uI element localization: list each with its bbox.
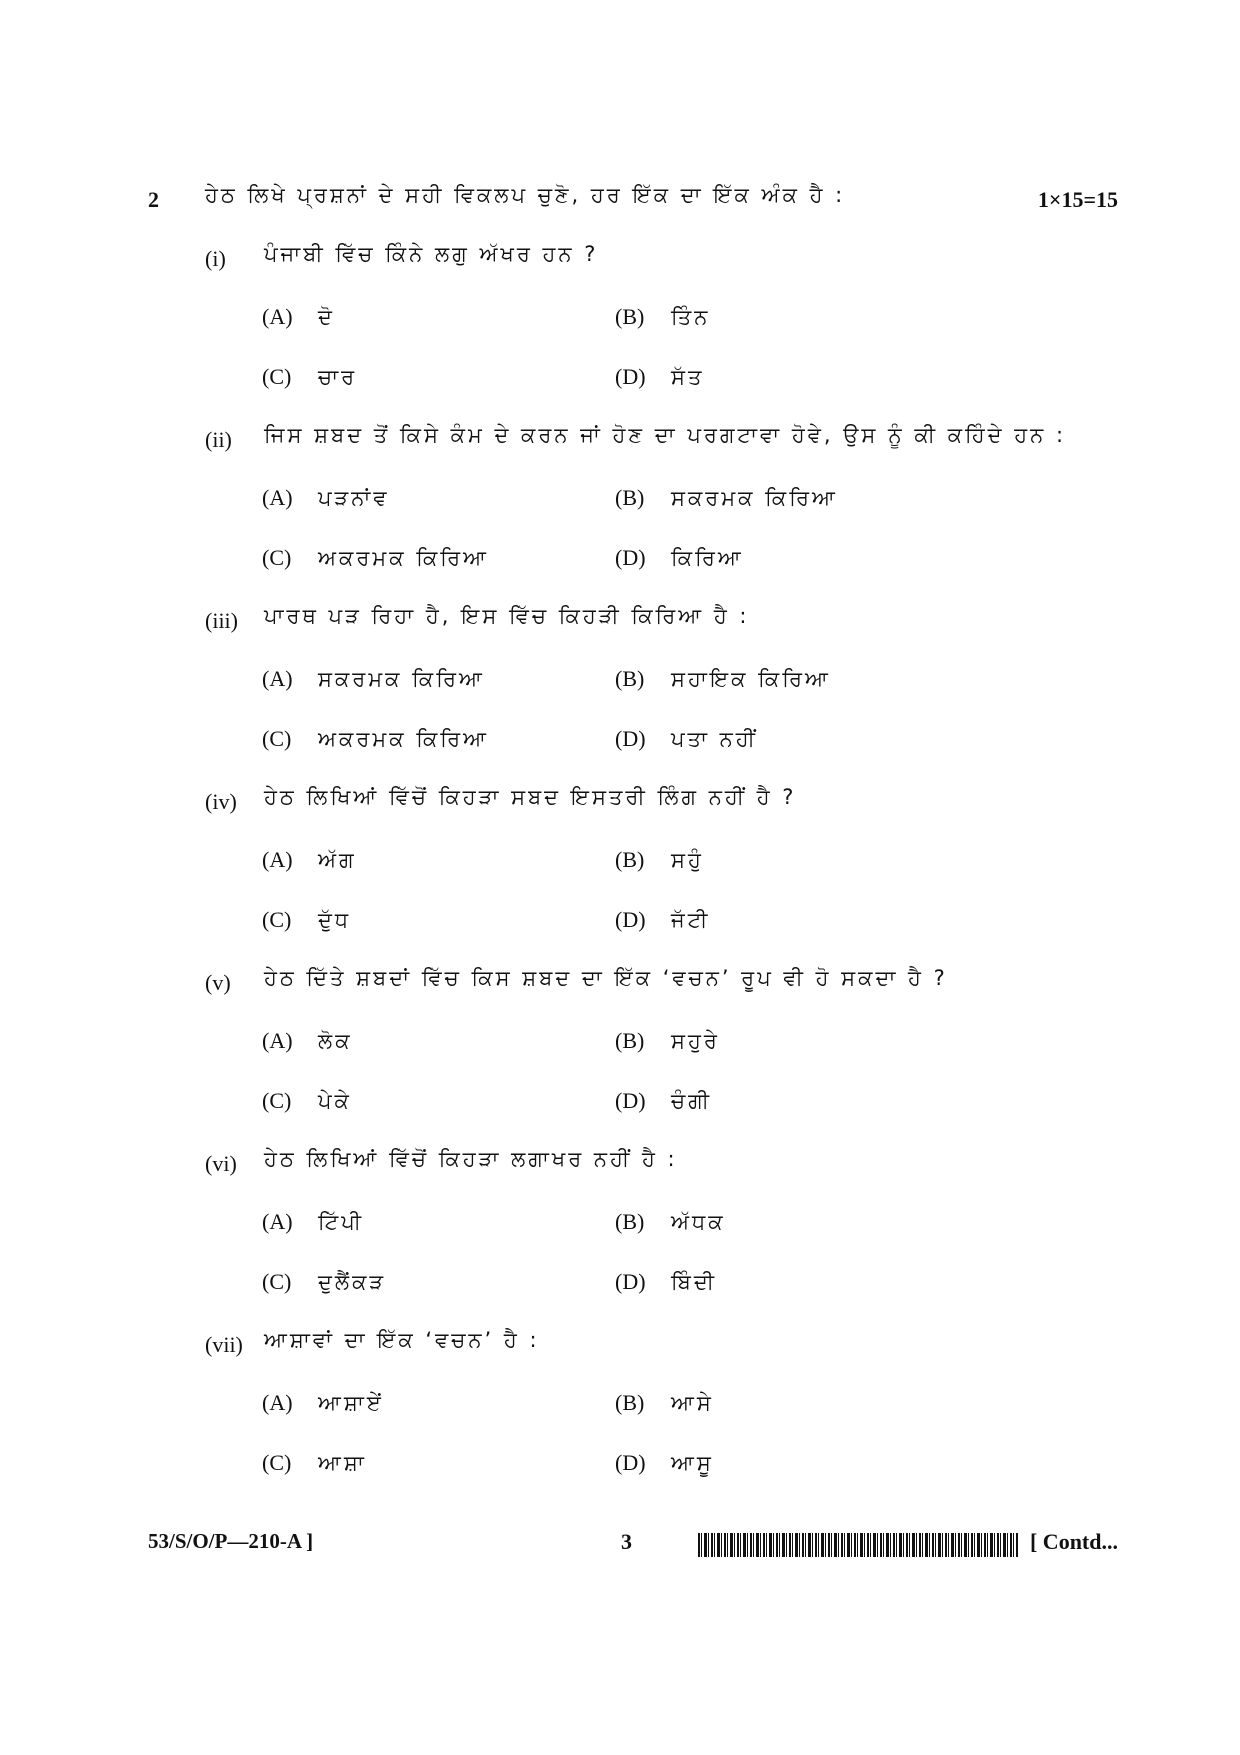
option-text: ਅੱਧਕ: [671, 1210, 726, 1234]
item-roman-numeral: (iii): [205, 608, 238, 633]
item-roman-numeral: (vii): [205, 1332, 243, 1357]
option-b: [615, 847, 704, 881]
option-letter: (A): [262, 1209, 293, 1234]
question-marks: 1×15=15: [1037, 187, 1118, 212]
option-text: ਆਸੂ: [671, 1451, 714, 1475]
mcq-item-ii: [205, 423, 1125, 570]
option-text: ਆਸ਼ਾਏਂ: [318, 1391, 384, 1415]
mcq-item-vi: [205, 1147, 1125, 1294]
item-roman-numeral: (v): [205, 970, 231, 995]
option-letter: (A): [262, 304, 293, 329]
option-letter: (C): [262, 726, 292, 751]
barcode-image: [698, 1533, 1018, 1557]
option-b: [615, 1028, 720, 1062]
option-b: [615, 1209, 726, 1243]
item-stem-text: ਆਸ਼ਾਵਾਂ ਦਾ ਇੱਕ ‘ਵਚਨ’ ਹੈ :: [264, 1328, 540, 1352]
option-d: [615, 1450, 714, 1484]
option-c: [262, 726, 489, 760]
option-c: [262, 545, 489, 579]
question-header: [148, 183, 1118, 223]
option-letter: (C): [262, 907, 292, 932]
option-letter: (D): [615, 1088, 646, 1113]
option-a: [262, 485, 389, 519]
option-text: ਚਾਰ: [318, 365, 358, 389]
item-stem: [205, 966, 1125, 1002]
option-letter: (B): [615, 1028, 645, 1053]
option-text: ਕਿਰਿਆ: [671, 546, 744, 570]
item-roman-numeral: (iv): [205, 789, 237, 814]
option-letter: (A): [262, 485, 293, 510]
option-text: ਆਸ਼ਾ: [318, 1451, 367, 1475]
option-text: ਆਸੇ: [671, 1391, 714, 1415]
option-a: [262, 1209, 364, 1243]
option-letter: (B): [615, 304, 645, 329]
option-letter: (B): [615, 847, 645, 872]
mcq-item-iii: [205, 604, 1125, 751]
option-d: [615, 726, 758, 760]
option-letter: (B): [615, 1209, 645, 1234]
option-text: ਤਿੰਨ: [671, 305, 711, 329]
option-letter: (B): [615, 666, 645, 691]
page-footer: [148, 1525, 1118, 1565]
option-b: [615, 304, 710, 338]
option-a: [262, 847, 357, 881]
option-letter: (C): [262, 1269, 292, 1294]
option-c: [262, 1269, 386, 1303]
mcq-item-v: [205, 966, 1125, 1113]
page-number: 3: [621, 1529, 632, 1554]
option-text: ਅੱਗ: [318, 848, 357, 872]
option-a: [262, 666, 485, 700]
option-text: ਦੁਲੈਂਕੜ: [318, 1270, 387, 1294]
item-stem: [205, 1147, 1125, 1183]
item-roman-numeral: (i): [205, 246, 226, 271]
option-a: [262, 1028, 353, 1062]
option-text: ਬਿੰਦੀ: [671, 1270, 718, 1294]
option-text: ਜੱਟੀ: [671, 908, 711, 932]
option-text: ਦੁੱਧ: [318, 908, 352, 932]
option-text: ਪੇਕੇ: [318, 1089, 352, 1113]
option-d: [615, 1269, 717, 1303]
option-text: ਟਿੱਪੀ: [318, 1210, 365, 1234]
question-instruction: ਹੇਠ ਲਿਖੇ ਪ੍ਰਸ਼ਨਾਂ ਦੇ ਸਹੀ ਵਿਕਲਪ ਚੁਣੋ, ਹਰ ਇੱਕ ਦਾ ਇੱਕ ਅੰਕ ਹੈ :: [205, 183, 846, 207]
item-roman-numeral: (ii): [205, 427, 232, 452]
option-text: ਅਕਰਮਕ ਕਿਰਿਆ: [318, 546, 489, 570]
option-text: ਪੜਨਾਂਵ: [318, 486, 390, 510]
option-letter: (D): [615, 545, 646, 570]
option-letter: (C): [262, 1088, 292, 1113]
item-stem: [205, 423, 1125, 459]
paper-code: 53/S/O/P—210-A ]: [148, 1529, 314, 1553]
option-c: [262, 1088, 352, 1122]
item-stem: [205, 604, 1125, 640]
option-c: [262, 907, 351, 941]
option-letter: (A): [262, 666, 293, 691]
option-b: [615, 1390, 714, 1424]
option-letter: (D): [615, 1450, 646, 1475]
option-text: ਲੋਕ: [318, 1029, 353, 1053]
option-c: [262, 1450, 367, 1484]
item-stem: [205, 242, 1125, 278]
option-text: ਸਕਰਮਕ ਕਿਰਿਆ: [671, 486, 838, 510]
option-text: ਦੋ: [318, 305, 335, 329]
item-stem-text: ਪਾਰਥ ਪੜ ਰਿਹਾ ਹੈ, ਇਸ ਵਿੱਚ ਕਿਹੜੀ ਕਿਰਿਆ ਹੈ :: [264, 604, 750, 628]
option-d: [615, 364, 704, 398]
option-d: [615, 545, 744, 579]
item-stem-text: ਪੰਜਾਬੀ ਵਿੱਚ ਕਿੰਨੇ ਲਗੁ ਅੱਖਰ ਹਨ ?: [264, 242, 599, 266]
option-text: ਚੰਗੀ: [671, 1089, 713, 1113]
option-letter: (B): [615, 1390, 645, 1415]
mcq-item-vii: [205, 1328, 1125, 1475]
item-stem-text: ਹੇਠ ਲਿਖਿਆਂ ਵਿੱਚੋਂ ਕਿਹੜਾ ਸਬਦ ਇਸਤਰੀ ਲਿੰਗ ਨਹੀਂ ਹੈ ?: [264, 785, 797, 809]
option-text: ਪਤਾ ਨਹੀਂ: [671, 727, 759, 751]
option-text: ਸਹੁਰੇ: [671, 1029, 720, 1053]
item-roman-numeral: (vi): [205, 1151, 237, 1176]
item-stem: [205, 1328, 1125, 1364]
option-letter: (A): [262, 847, 293, 872]
option-letter: (D): [615, 726, 646, 751]
option-b: [615, 666, 831, 700]
option-letter: (D): [615, 1269, 646, 1294]
item-stem: [205, 785, 1125, 821]
option-d: [615, 1088, 712, 1122]
option-text: ਅਕਰਮਕ ਕਿਰਿਆ: [318, 727, 489, 751]
option-b: [615, 485, 838, 519]
option-letter: (D): [615, 907, 646, 932]
continued-label: [ Contd...: [1029, 1529, 1118, 1554]
option-text: ਸਹਾਇਕ ਕਿਰਿਆ: [671, 667, 831, 691]
option-letter: (D): [615, 364, 646, 389]
option-c: [262, 364, 357, 398]
question-number: 2: [148, 187, 159, 212]
option-text: ਸੱਤ: [671, 365, 705, 389]
option-a: [262, 304, 335, 338]
item-stem-text: ਹੇਠ ਦਿੱਤੇ ਸ਼ਬਦਾਂ ਵਿੱਚ ਕਿਸ ਸ਼ਬਦ ਦਾ ਇੱਕ ‘ਵਚਨ’ ਰੂਪ ਵੀ ਹੋ ਸਕਦਾ ਹੈ ?: [264, 966, 948, 990]
option-letter: (C): [262, 545, 292, 570]
option-d: [615, 907, 711, 941]
option-text: ਸਕਰਮਕ ਕਿਰਿਆ: [318, 667, 485, 691]
item-stem-text: ਹੇਠ ਲਿਖਿਆਂ ਵਿੱਚੋਂ ਕਿਹੜਾ ਲਗਾਖਰ ਨਹੀਂ ਹੈ :: [264, 1147, 678, 1171]
option-text: ਸਹੁੰ: [671, 848, 704, 872]
option-letter: (B): [615, 485, 645, 510]
option-a: [262, 1390, 384, 1424]
option-letter: (A): [262, 1028, 293, 1053]
option-letter: (A): [262, 1390, 293, 1415]
option-letter: (C): [262, 364, 292, 389]
option-letter: (C): [262, 1450, 292, 1475]
item-stem-text: ਜਿਸ ਸ਼ਬਦ ਤੋਂ ਕਿਸੇ ਕੰਮ ਦੇ ਕਰਨ ਜਾਂ ਹੋਣ ਦਾ ਪਰਗਟਾਵਾ ਹੋਵੇ, ਉਸ ਨੂੰ ਕੀ ਕਹਿੰਦੇ ਹਨ :: [264, 423, 1067, 447]
mcq-item-i: [205, 242, 1125, 389]
mcq-item-iv: [205, 785, 1125, 932]
